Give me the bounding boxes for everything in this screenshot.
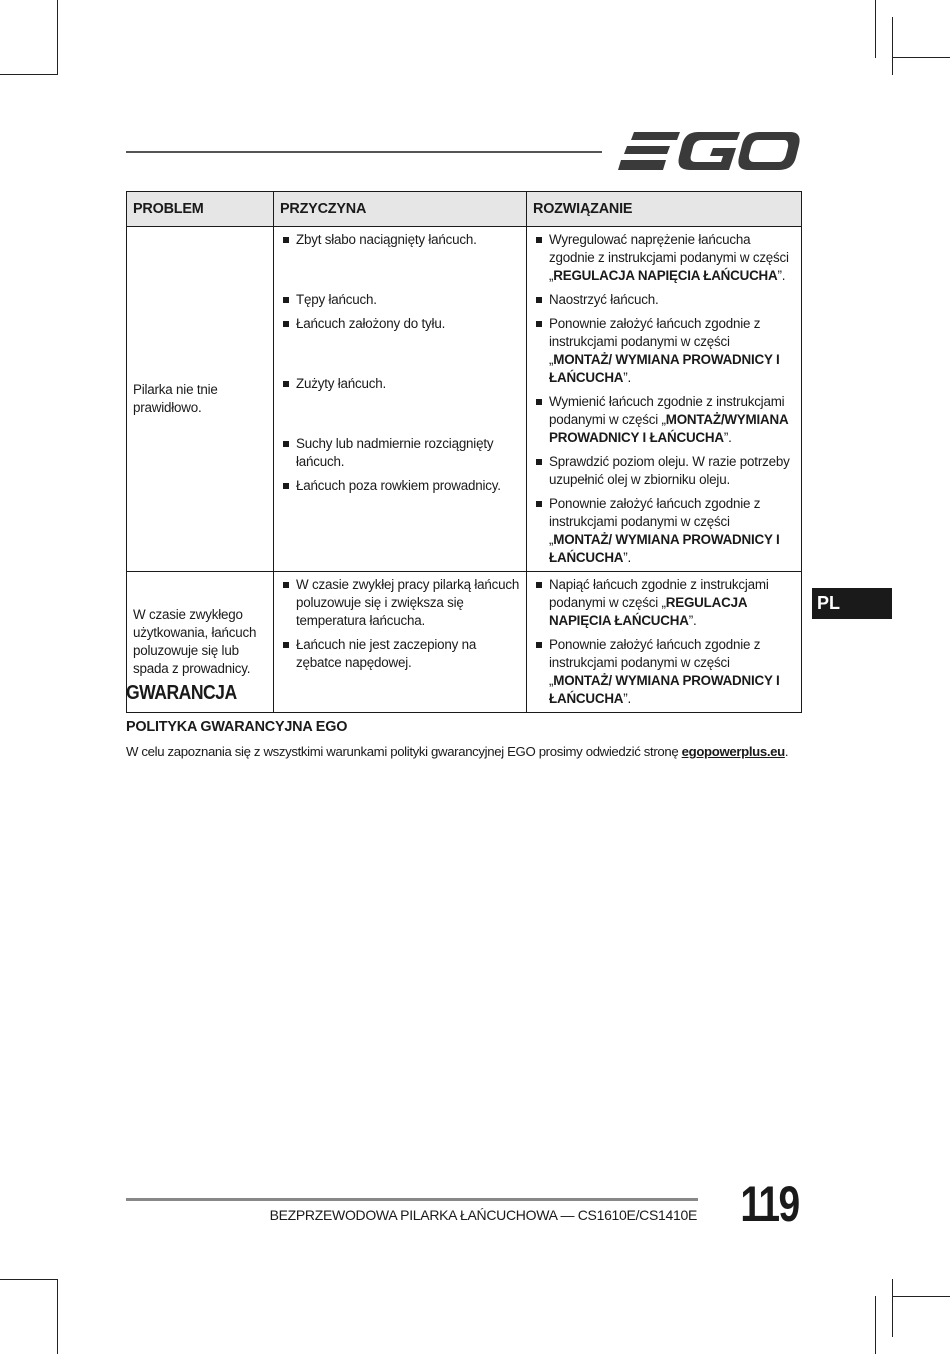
solution-item: Naostrzyć łańcuch. (535, 291, 795, 309)
crop-mark (875, 0, 876, 58)
ego-logo (618, 130, 800, 172)
cause-item: Suchy lub nadmiernie rozciągnięty łańcuch. (282, 435, 520, 471)
section-title: GWARANCJA (126, 682, 237, 704)
table-header-row (127, 192, 802, 227)
cause-item: Łańcuch założony do tyłu. (282, 315, 520, 369)
crop-mark (892, 1296, 950, 1297)
language-tab: PL (812, 588, 892, 619)
crop-mark (57, 1279, 58, 1354)
crop-mark (875, 1296, 876, 1354)
cause-cell (274, 227, 527, 572)
column-header-problem: PROBLEM (127, 192, 274, 227)
crop-mark (57, 0, 58, 75)
cause-cell (274, 572, 527, 713)
solution-item: Sprawdzić poziom oleju. W razie potrzeby uzupełnić olej w zbiorniku oleju. (535, 453, 795, 489)
solution-item: Ponownie założyć łańcuch zgodnie z instrukcjami podanymi w części „MONTAŻ/ WYMIANA PROWADNICY I ŁAŃCUCHA”. (535, 636, 795, 708)
footer-rule (126, 1198, 698, 1201)
solution-item: Wyregulować naprężenie łańcucha zgodnie z instrukcjami podanymi w części „REGULACJA NAPIĘCIA ŁAŃCUCHA”. (535, 231, 795, 285)
crop-mark (892, 1279, 893, 1337)
solution-item: Wymienić łańcuch zgodnie z instrukcjami podanymi w części „MONTAŻ/WYMIANA PROWADNICY I ŁAŃCUCHA”. (535, 393, 795, 447)
solution-item: Ponownie założyć łańcuch zgodnie z instrukcjami podanymi w części „MONTAŻ/ WYMIANA PROWADNICY I ŁAŃCUCHA”. (535, 495, 795, 567)
solution-cell (527, 572, 802, 713)
section-subtitle: POLITYKA GWARANCYJNA EGO (126, 719, 348, 735)
problem-cell: W czasie zwykłego użytkowania, łańcuch poluzowuje się lub spada z prowadnicy. (127, 572, 274, 713)
column-header-cause: PRZYCZYNA (274, 192, 527, 227)
troubleshooting-table (126, 191, 802, 713)
crop-mark (0, 74, 58, 75)
cause-item: Zbyt słabo naciągnięty łańcuch. (282, 231, 520, 285)
column-header-solution: ROZWIĄZANIE (527, 192, 802, 227)
warranty-text: W celu zapoznania się z wszystkimi warunkami polityki gwarancyjnej EGO prosimy odwiedzić stronę egopowerplus.eu. (126, 744, 789, 759)
problem-cell: Pilarka nie tnie prawidłowo. (127, 227, 274, 572)
solution-item: Napiąć łańcuch zgodnie z instrukcjami podanymi w części „REGULACJA NAPIĘCIA ŁAŃCUCHA”. (535, 576, 795, 630)
crop-mark (0, 1279, 58, 1280)
warranty-link[interactable]: egopowerplus.eu (681, 744, 785, 759)
crop-mark (892, 57, 950, 58)
footer-title: BEZPRZEWODOWA PILARKA ŁAŃCUCHOWA — CS1610E/CS1410E (269, 1207, 697, 1223)
header-rule (126, 151, 602, 153)
cause-item: Łańcuch poza rowkiem prowadnicy. (282, 477, 520, 531)
cause-item: Łańcuch nie jest zaczepiony na zębatce napędowej. (282, 636, 520, 672)
solution-item: Ponownie założyć łańcuch zgodnie z instrukcjami podanymi w części „MONTAŻ/ WYMIANA PROWADNICY I ŁAŃCUCHA”. (535, 315, 795, 387)
page-number: 119 (740, 1176, 799, 1232)
solution-cell (527, 227, 802, 572)
table-row (127, 227, 802, 572)
crop-mark (892, 17, 893, 75)
cause-item: Zużyty łańcuch. (282, 375, 520, 429)
cause-item: Tępy łańcuch. (282, 291, 520, 309)
cause-item: W czasie zwykłej pracy pilarką łańcuch poluzowuje się i zwiększa się temperatura łańcucha. (282, 576, 520, 630)
